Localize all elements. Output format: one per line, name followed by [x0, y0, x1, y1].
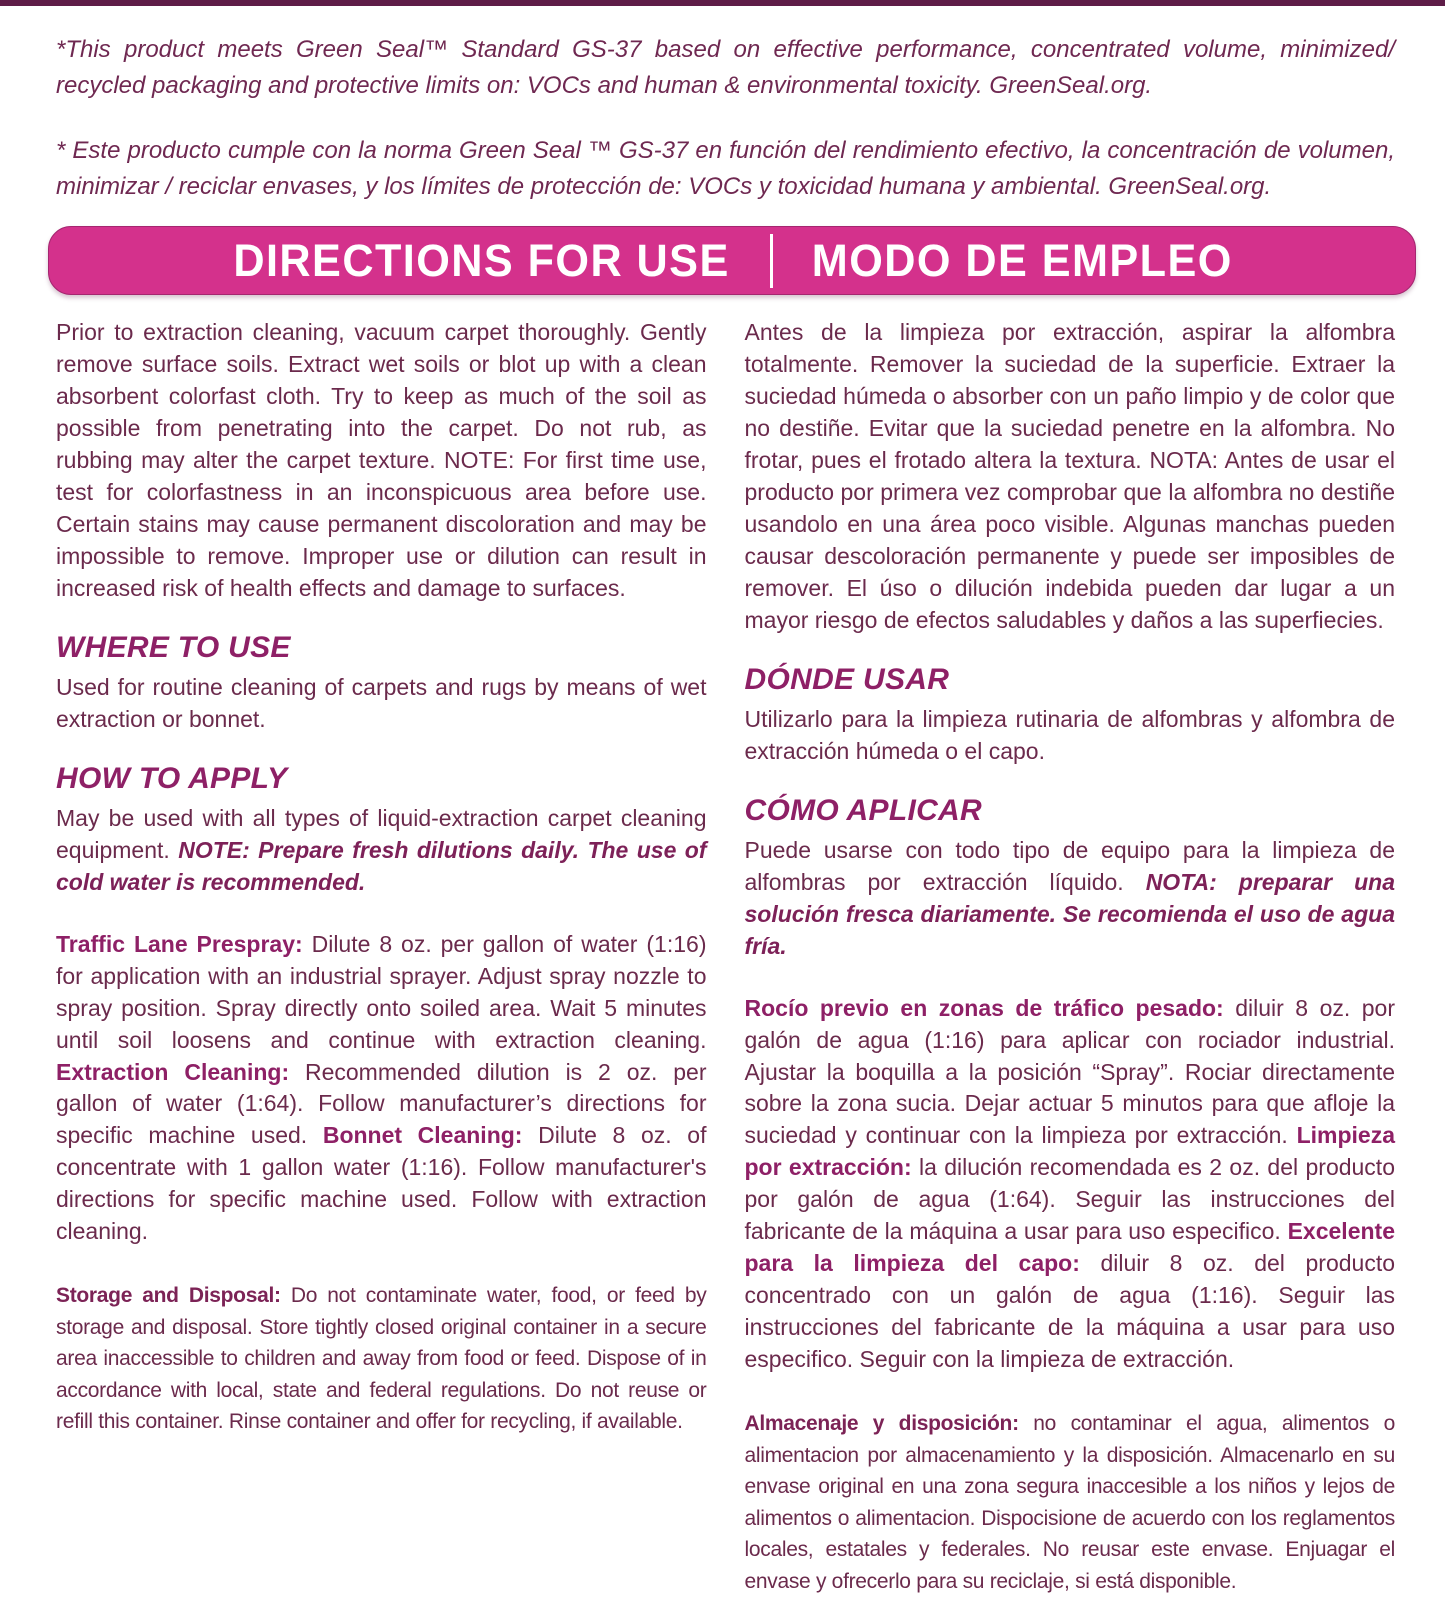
directions-columns [56, 317, 1395, 1597]
como-aplicar-note: NOTA: preparar una solución fresca diariamente. Se recomienda el uso de agua fría. [744, 868, 1395, 959]
application-paragraph-spanish [745, 993, 1396, 1377]
storage-disposal-label: Storage and Disposal: [56, 1284, 281, 1308]
spanish-column [745, 317, 1396, 1597]
banner-title-english: DIRECTIONS FOR USE [233, 234, 730, 286]
application-paragraph-english [56, 929, 707, 1249]
where-to-use-body: Used for routine cleaning of carpets and rugs by means of wet extraction or bonnet. [56, 673, 707, 732]
intro-paragraph-english: Prior to extraction cleaning, vacuum carpet thoroughly. Gently remove surface soils. Extract wet soils or blot up with a clean absorbent colorfast cloth. Try to keep as much of the soil as possible from penetrating into the carpet. Do not rub, as rubbing may alter the carpet texture. NOTE: For first time use, test for colorfastness in an inconspicuous area before use. Certain stains may cause permanent discoloration and may be impossible to remove. Improper use or dilution can result in increased risk of health effects and damage to surfaces. [56, 319, 707, 601]
green-seal-notice-spanish: * Este producto cumple con la norma Green Seal ™ GS-37 en función del rendimiento efectivo, la concentración de volumen, minimizar / reciclar envases, y los límites de protección de: VOCs y toxicidad humana y ambiental. GreenSeal.org. [56, 137, 1395, 200]
how-to-apply-body [56, 803, 707, 899]
where-to-use-heading: WHERE TO USE [56, 630, 291, 664]
como-aplicar-body [745, 835, 1396, 963]
rocio-previo-label: Rocío previo en zonas de tráfico pesado: [744, 994, 1224, 1021]
how-to-apply-note: NOTE: Prepare fresh dilutions daily. The use of cold water is recommended. [56, 836, 707, 895]
extraction-cleaning-text: Recommended dilution is 2 oz. per gallon of water (1:64). Follow manufacturer’s directions for specific machine used. [56, 1058, 707, 1149]
almacenaje-label: Almacenaje y disposición: [744, 1412, 1019, 1436]
banner-divider [770, 234, 773, 288]
traffic-lane-prespray-label: Traffic Lane Prespray: [56, 930, 303, 957]
directions-banner [48, 226, 1416, 295]
bonnet-cleaning-label: Bonnet Cleaning: [322, 1122, 523, 1149]
bonnet-cleaning-text: Dilute 8 oz. of concentrate with 1 gallon water (1:16). Follow manufacturer's directions for specific machine used. Follow with extraction cleaning. [56, 1122, 707, 1245]
banner-title-spanish: MODO DE EMPLEO [811, 234, 1233, 286]
almacenaje-text: no contaminar el agua, alimentos o alimentacion por almacenamiento y la disposición. Almacenarlo en su envase original en una zona segura inaccesible a los niños y lejos de alimentos o alimentacion. Dispocisione de acuerdo con los reglamentos locales, estatales y federales. No reusar este envase. Enjuagar el envase y ofrecerlo para su reciclaje, si está disponible. [744, 1412, 1395, 1593]
limpieza-extraccion-label: Limpieza por extracción: [744, 1122, 1395, 1181]
traffic-lane-prespray-text: Dilute 8 oz. per gallon of water (1:16) for application with an industrial sprayer. Adjust spray nozzle to spray position. Spray directly onto soiled area. Wait 5 minutes until soil loosens and continue with extraction cleaning. [56, 930, 707, 1053]
donde-usar-heading: DÓNDE USAR [744, 662, 950, 696]
almacenaje-paragraph [745, 1408, 1396, 1597]
extraction-cleaning-label: Extraction Cleaning: [56, 1058, 290, 1085]
green-seal-notice-english: *This product meets Green Seal™ Standard GS-37 based on effective performance, concentrated volume, minimized/ recycled packaging and protective limits on: VOCs and human & environmental toxicity. GreenSeal.org. [56, 36, 1395, 99]
top-border-bar [0, 0, 1445, 6]
limpieza-capo-text: diluir 8 oz. del producto concentrado con un galón de agua (1:16). Seguir las instrucciones del fabricante de la máquina a usar para uso especifico. Seguir con la limpieza de extracción. [744, 1250, 1395, 1373]
como-aplicar-heading: CÓMO APLICAR [744, 793, 982, 827]
rocio-previo-text: diluir 8 oz. por galón de agua (1:16) para aplicar con rociador industrial. Ajustar la boquilla a la posición “Spray”. Rociar directamente sobre la zona sucia. Dejar actuar 5 minutos para que afloje la suciedad y continuar con la limpieza por extracción. [744, 994, 1395, 1149]
limpieza-extraccion-text: la dilución recomendada es 2 oz. del producto por galón de agua (1:64). Seguir las instrucciones del fabricante de la máquina a usar para uso especifico. [744, 1154, 1395, 1245]
como-aplicar-lead: Puede usarse con todo tipo de equipo para la limpieza de alfombras por extracción líquido. [744, 836, 1395, 895]
donde-usar-body: Utilizarlo para la limpieza rutinaria de alfombras y alfombra de extracción húmeda o el capo. [744, 705, 1395, 764]
storage-disposal-text: Do not contaminate water, food, or feed by storage and disposal. Store tightly closed original container in a secure area inaccessible to children and away from food or feed. Dispose of in accordance with local, state and federal regulations. Do not reuse or refill this container. Rinse container and offer for recycling, if available. [56, 1284, 707, 1434]
how-to-apply-heading: HOW TO APPLY [56, 761, 288, 795]
english-column [56, 317, 707, 1597]
storage-disposal-paragraph [56, 1280, 707, 1438]
intro-paragraph-spanish: Antes de la limpieza por extracción, aspirar la alfombra totalmente. Remover la suciedad de la superficie. Extraer la suciedad húmeda o absorber con un paño limpio y de color que no destiñe. Evitar que la suciedad penetre en la alfombra. No frotar, pues el frotado altera la textura. NOTA: Antes de usar el producto por primera vez comprobar que la alfombra no destiñe usandolo en una área poco visible. Algunas manchas pueden causar descoloración permanente y puede ser imposibles de remover. El úso o dilución indebida pueden dar lugar a un mayor riesgo de efectos saludables y daños a las superfiecies. [744, 319, 1395, 633]
how-to-apply-lead: May be used with all types of liquid-extraction carpet cleaning equipment. [56, 804, 707, 863]
limpieza-capo-label: Excelente para la limpieza del capo: [744, 1218, 1395, 1277]
